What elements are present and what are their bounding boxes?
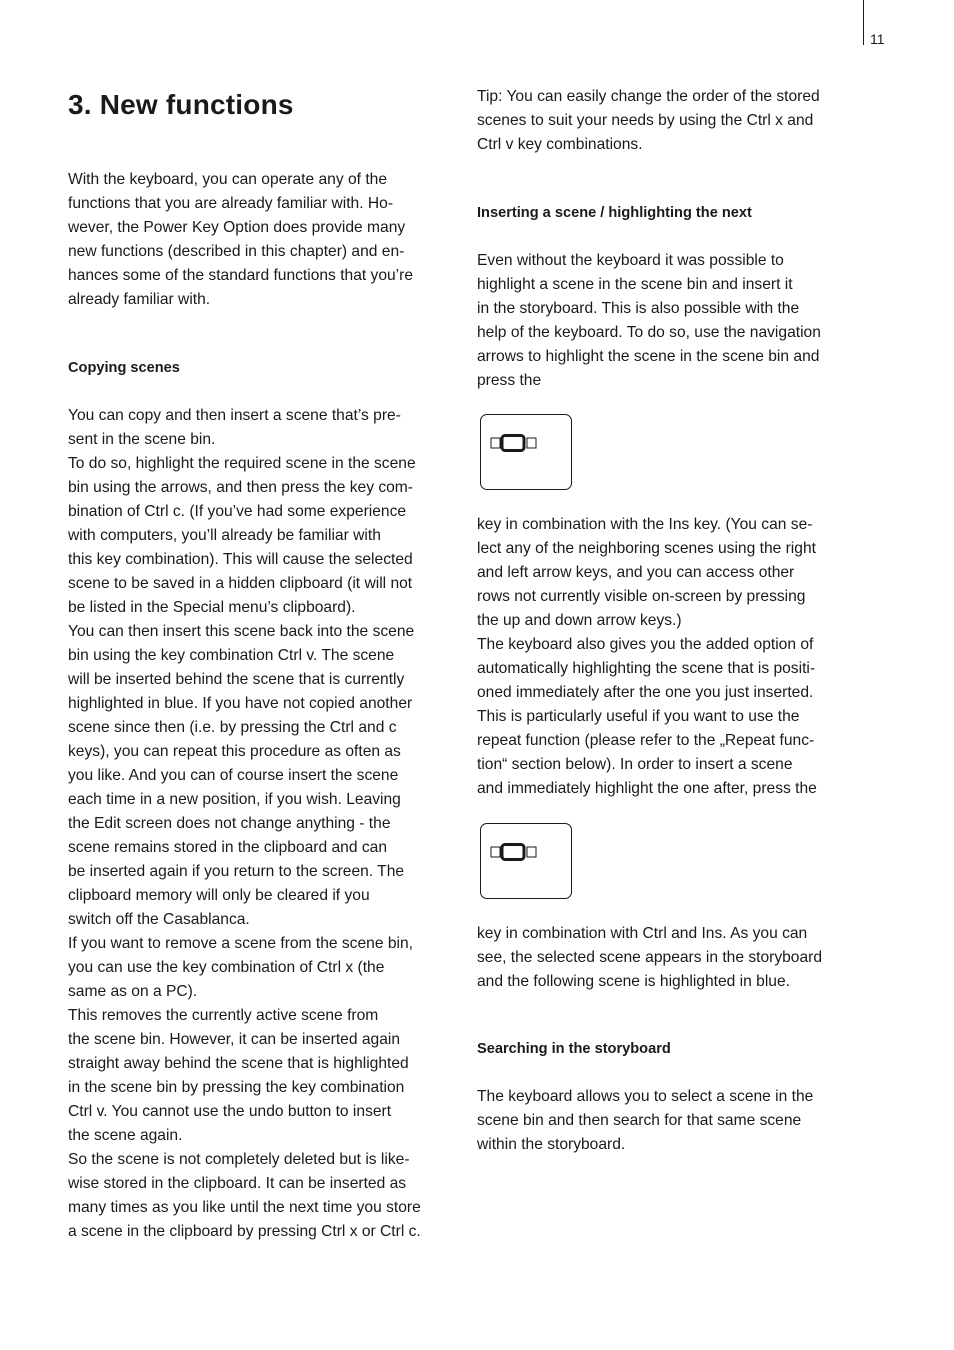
- text-line: Ctrl v key combinations.: [477, 136, 643, 153]
- intro-paragraph: [68, 168, 413, 312]
- text-line: wise stored in the clipboard. It can be inserted as: [68, 1175, 407, 1192]
- inserting-scene-heading: Inserting a scene / highlighting the next: [477, 205, 752, 221]
- text-line: same as on a PC).: [68, 983, 198, 1000]
- text-line: keys), you can repeat this procedure as often as: [68, 743, 401, 760]
- text-line: automatically highlighting the scene that is positi-: [477, 660, 816, 677]
- text-line: Even without the keyboard it was possible to: [477, 252, 784, 269]
- text-line: hances some of the standard functions that you’re: [68, 267, 414, 284]
- text-line: new functions (described in this chapter) and en-: [68, 243, 405, 260]
- text-line: So the scene is not completely deleted but is like-: [68, 1151, 410, 1168]
- text-line: scene to be saved in a hidden clipboard (it will not: [68, 575, 413, 592]
- text-line: You can copy and then insert a scene that’s pre-: [68, 407, 401, 424]
- scene-key-illustration-1: [480, 414, 572, 490]
- text-line: bin using the arrows, and then press the key com-: [68, 479, 413, 496]
- text-line: will be inserted behind the scene that is currently: [68, 671, 405, 688]
- scene-key-icon: [490, 434, 540, 452]
- text-line: With the keyboard, you can operate any of the: [68, 171, 388, 188]
- searching-storyboard-heading: Searching in the storyboard: [477, 1041, 671, 1057]
- text-line: scene since then (i.e. by pressing the Ctrl and c: [68, 719, 397, 736]
- text-line: Ctrl v. You cannot use the undo button to insert: [68, 1103, 392, 1120]
- text-line: key in combination with the Ins key. (You can se-: [477, 516, 813, 533]
- text-line: You can then insert this scene back into the scene: [68, 623, 415, 640]
- text-line: in the scene bin by pressing the key combination: [68, 1079, 405, 1096]
- text-line: straight away behind the scene that is highlighted: [68, 1055, 409, 1072]
- text-line: lect any of the neighboring scenes using the right: [477, 540, 816, 557]
- searching-storyboard-body: [477, 1085, 813, 1157]
- text-line: the Edit screen does not change anything - the: [68, 815, 391, 832]
- text-line: scene bin and then search for that same scene: [477, 1112, 802, 1129]
- text-line: in the storyboard. This is also possible with the: [477, 300, 800, 317]
- text-line: This removes the currently active scene from: [68, 1007, 379, 1024]
- text-line: be listed in the Special menu’s clipboard).: [68, 599, 356, 616]
- inserting-scene-body-1: [477, 249, 821, 393]
- text-line: scenes to suit your needs by using the Ctrl x and: [477, 112, 814, 129]
- text-line: and the following scene is highlighted in blue.: [477, 973, 790, 990]
- text-line: sent in the scene bin.: [68, 431, 216, 448]
- page-title: 3. New functions: [68, 89, 294, 120]
- text-line: oned immediately after the one you just inserted.: [477, 684, 814, 701]
- text-line: bin using the key combination Ctrl v. The scene: [68, 647, 395, 664]
- text-line: wever, the Power Key Option does provide many: [68, 219, 406, 236]
- text-line: If you want to remove a scene from the scene bin,: [68, 935, 413, 952]
- text-line: see, the selected scene appears in the storyboard: [477, 949, 823, 966]
- scene-key-icon: [490, 843, 540, 861]
- text-line: you can use the key combination of Ctrl x (the: [68, 959, 385, 976]
- text-line: The keyboard also gives you the added option of: [477, 636, 814, 653]
- page-edge-rule: [863, 0, 864, 45]
- text-line: arrows to highlight the scene in the scene bin and: [477, 348, 820, 365]
- text-line: functions that you are already familiar with. Ho-: [68, 195, 394, 212]
- text-line: a scene in the clipboard by pressing Ctrl x or Ctrl c.: [68, 1223, 421, 1240]
- text-line: clipboard memory will only be cleared if you: [68, 887, 370, 904]
- text-line: with computers, you’ll already be familiar with: [68, 527, 381, 544]
- text-line: The keyboard allows you to select a scene in the: [477, 1088, 814, 1105]
- text-line: the up and down arrow keys.): [477, 612, 682, 629]
- inserting-scene-body-2: [477, 513, 817, 801]
- text-line: and left arrow keys, and you can access other: [477, 564, 795, 581]
- text-line: this key combination). This will cause the selected: [68, 551, 413, 568]
- text-line: already familiar with.: [68, 291, 211, 308]
- text-line: tion“ section below). In order to insert a scene: [477, 756, 793, 773]
- copying-scenes-heading: Copying scenes: [68, 360, 180, 376]
- text-line: the scene bin. However, it can be inserted again: [68, 1031, 401, 1048]
- text-line: scene remains stored in the clipboard and can: [68, 839, 387, 856]
- text-line: bination of Ctrl c. (If you’ve had some experience: [68, 503, 407, 520]
- text-line: many times as you like until the next time you store: [68, 1199, 421, 1216]
- text-line: within the storyboard.: [477, 1136, 626, 1153]
- text-line: rows not currently visible on-screen by pressing: [477, 588, 806, 605]
- page-number: 11: [870, 31, 885, 47]
- text-line: key in combination with Ctrl and Ins. As you can: [477, 925, 808, 942]
- text-line: press the: [477, 372, 542, 389]
- text-line: help of the keyboard. To do so, use the navigation: [477, 324, 821, 341]
- text-line: the scene again.: [68, 1127, 183, 1144]
- text-line: This is particularly useful if you want to use the: [477, 708, 800, 725]
- tip-paragraph: [477, 85, 820, 157]
- text-line: and immediately highlight the one after, press the: [477, 780, 817, 797]
- scene-key-illustration-2: [480, 823, 572, 899]
- text-line: each time in a new position, if you wish. Leaving: [68, 791, 401, 808]
- text-line: To do so, highlight the required scene in the scene: [68, 455, 416, 472]
- copying-scenes-body: [68, 404, 421, 1244]
- inserting-scene-body-3: [477, 922, 822, 994]
- text-line: switch off the Casablanca.: [68, 911, 250, 928]
- text-line: highlight a scene in the scene bin and insert it: [477, 276, 793, 293]
- text-line: repeat function (please refer to the „Repeat func-: [477, 732, 815, 749]
- text-line: be inserted again if you return to the screen. The: [68, 863, 405, 880]
- text-line: highlighted in blue. If you have not copied another: [68, 695, 413, 712]
- text-line: Tip: You can easily change the order of the stored: [477, 88, 820, 105]
- text-line: you like. And you can of course insert the scene: [68, 767, 399, 784]
